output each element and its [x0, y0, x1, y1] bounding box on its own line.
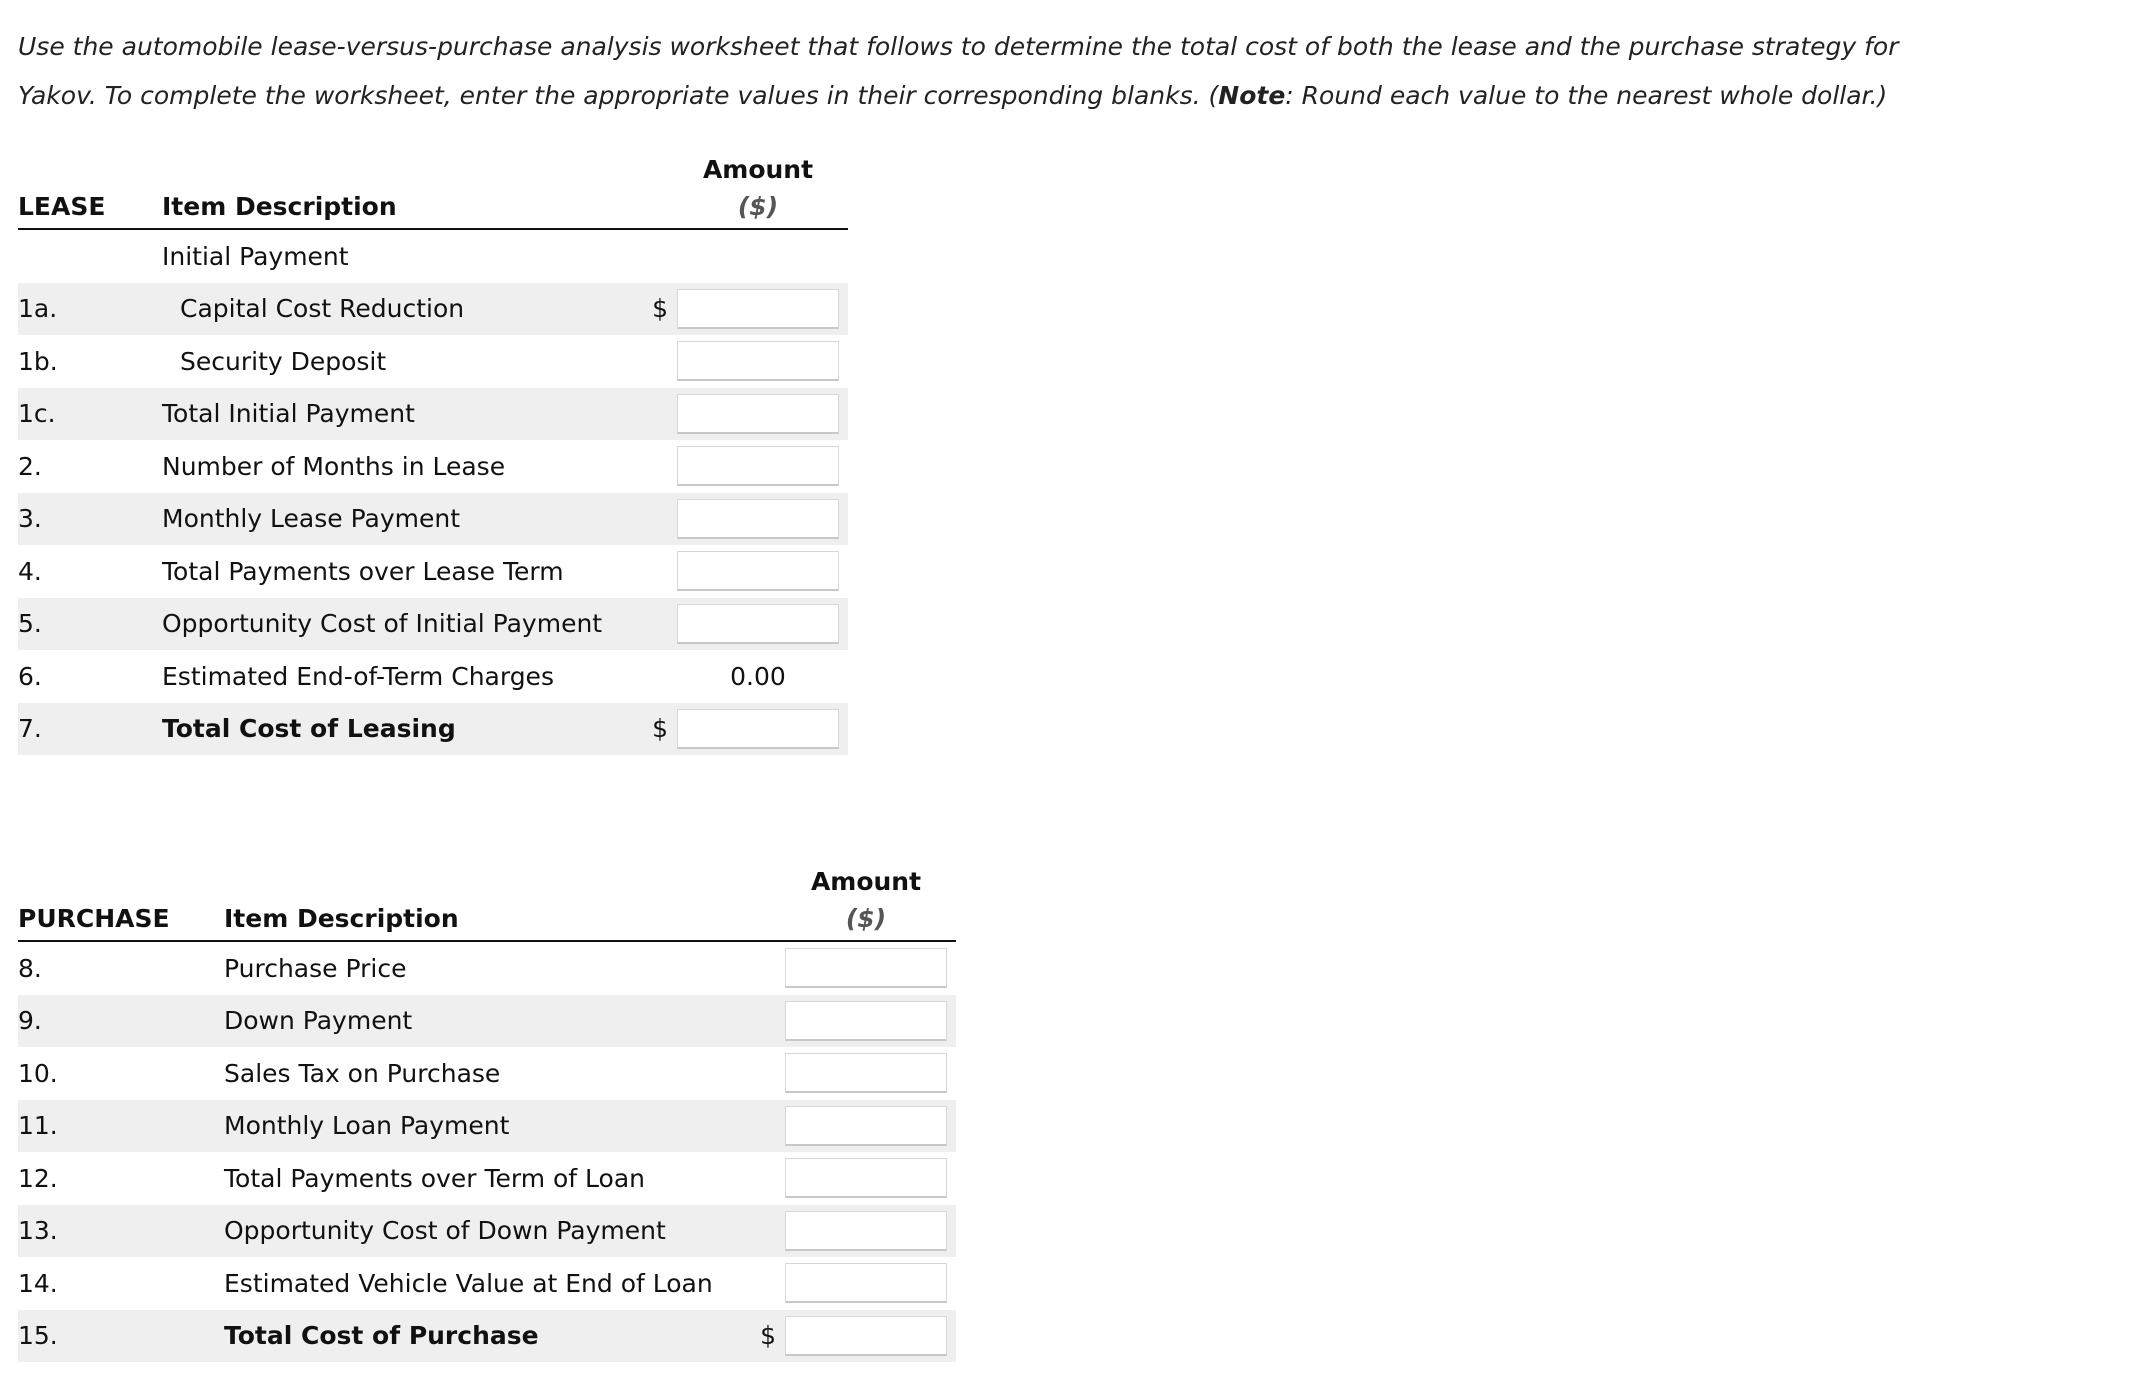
- row-number: 13.: [18, 1205, 224, 1258]
- purchase-worksheet: [18, 852, 956, 1362]
- down-payment-input[interactable]: [785, 1001, 947, 1041]
- table-row: [18, 388, 848, 441]
- row-number: 10.: [18, 1058, 58, 1088]
- table-row: [18, 335, 848, 388]
- row-label: Opportunity Cost of Down Payment: [224, 1205, 746, 1258]
- table-row: [18, 545, 848, 598]
- row-label: Down Payment: [224, 995, 746, 1048]
- table-row: [18, 1152, 956, 1205]
- lease-amount-header: Amount: [702, 155, 814, 184]
- row-label: Security Deposit: [180, 346, 387, 376]
- lease-subheader-row: [18, 229, 848, 283]
- row-label: Total Payments over Term of Loan: [224, 1163, 645, 1193]
- row-label: Total Cost of Leasing: [162, 703, 638, 756]
- purchase-amount-header: Amount: [810, 867, 922, 896]
- row-number: 1a.: [18, 283, 162, 336]
- row-number: 12.: [18, 1163, 58, 1193]
- opportunity-cost-down-input[interactable]: [785, 1211, 947, 1251]
- row-number: 5.: [18, 598, 162, 651]
- sales-tax-input[interactable]: [785, 1053, 947, 1093]
- vehicle-value-end-input[interactable]: [785, 1263, 947, 1303]
- opportunity-cost-initial-input[interactable]: [677, 604, 839, 644]
- row-label: Total Cost of Purchase: [224, 1310, 746, 1363]
- table-row: [18, 283, 848, 336]
- total-loan-payments-input[interactable]: [785, 1158, 947, 1198]
- end-of-term-charges-value: 0.00: [730, 661, 786, 691]
- initial-payment-label: Initial Payment: [162, 241, 349, 271]
- monthly-lease-payment-input[interactable]: [677, 499, 839, 539]
- purchase-section-label: PURCHASE: [18, 896, 224, 941]
- instructions-part2: : Round each value to the nearest whole dollar.): [1285, 81, 1888, 110]
- table-row: [18, 1257, 956, 1310]
- row-number: 11.: [18, 1100, 224, 1153]
- capital-cost-reduction-input[interactable]: [677, 289, 839, 329]
- table-row: [18, 1100, 956, 1153]
- row-label: Opportunity Cost of Initial Payment: [162, 598, 638, 651]
- row-label: Sales Tax on Purchase: [224, 1058, 501, 1088]
- currency-symbol: $: [638, 703, 668, 756]
- total-lease-payments-input[interactable]: [677, 551, 839, 591]
- row-number: 8.: [18, 953, 42, 983]
- row-label: Total Payments over Lease Term: [162, 556, 564, 586]
- table-row: [18, 598, 848, 651]
- total-initial-payment-input[interactable]: [677, 394, 839, 434]
- monthly-loan-payment-input[interactable]: [785, 1106, 947, 1146]
- row-label: Estimated End-of-Term Charges: [162, 661, 554, 691]
- row-number: 15.: [18, 1310, 224, 1363]
- row-label: Monthly Lease Payment: [162, 493, 638, 546]
- row-number: 7.: [18, 703, 162, 756]
- currency-symbol: $: [638, 283, 668, 336]
- lease-section-label: LEASE: [18, 184, 162, 229]
- lease-worksheet: [18, 140, 848, 755]
- table-row: [18, 493, 848, 546]
- row-label: Purchase Price: [224, 953, 407, 983]
- row-number: 4.: [18, 556, 42, 586]
- months-in-lease-input[interactable]: [677, 446, 839, 486]
- lease-desc-header: Item Description: [162, 184, 638, 229]
- row-number: 1c.: [18, 388, 162, 441]
- table-row: [18, 1205, 956, 1258]
- instructions-part1: Use the automobile lease-versus-purchase analysis worksheet that follows to determine the total cost of both the lease and the purchase strategy for Yakov. To complete the worksheet, enter the appropriate values in their corresponding blanks. (: [18, 32, 1899, 110]
- row-label: Estimated Vehicle Value at End of Loan: [224, 1268, 713, 1298]
- total-cost-leasing-input[interactable]: [677, 709, 839, 749]
- row-number: 1b.: [18, 346, 58, 376]
- table-row: [18, 650, 848, 703]
- table-row: [18, 1310, 956, 1363]
- purchase-unit-header: ($): [776, 896, 956, 941]
- row-label: Capital Cost Reduction: [162, 283, 638, 336]
- table-row: [18, 995, 956, 1048]
- instructions-text: [18, 22, 1918, 120]
- table-row: [18, 1047, 956, 1100]
- row-label: Number of Months in Lease: [162, 451, 506, 481]
- lease-unit-header: ($): [668, 184, 848, 229]
- row-number: 14.: [18, 1268, 58, 1298]
- row-number: 3.: [18, 493, 162, 546]
- security-deposit-input[interactable]: [677, 341, 839, 381]
- table-row: [18, 440, 848, 493]
- total-cost-purchase-input[interactable]: [785, 1316, 947, 1356]
- row-number: 9.: [18, 995, 224, 1048]
- note-label: Note: [1218, 81, 1286, 110]
- table-row: [18, 941, 956, 995]
- row-number: 2.: [18, 451, 42, 481]
- row-label: Total Initial Payment: [162, 388, 638, 441]
- currency-symbol: $: [746, 1310, 776, 1363]
- table-row: [18, 703, 848, 756]
- row-label: Monthly Loan Payment: [224, 1100, 746, 1153]
- purchase-desc-header: Item Description: [224, 896, 746, 941]
- purchase-price-input[interactable]: [785, 948, 947, 988]
- row-number: 6.: [18, 661, 42, 691]
